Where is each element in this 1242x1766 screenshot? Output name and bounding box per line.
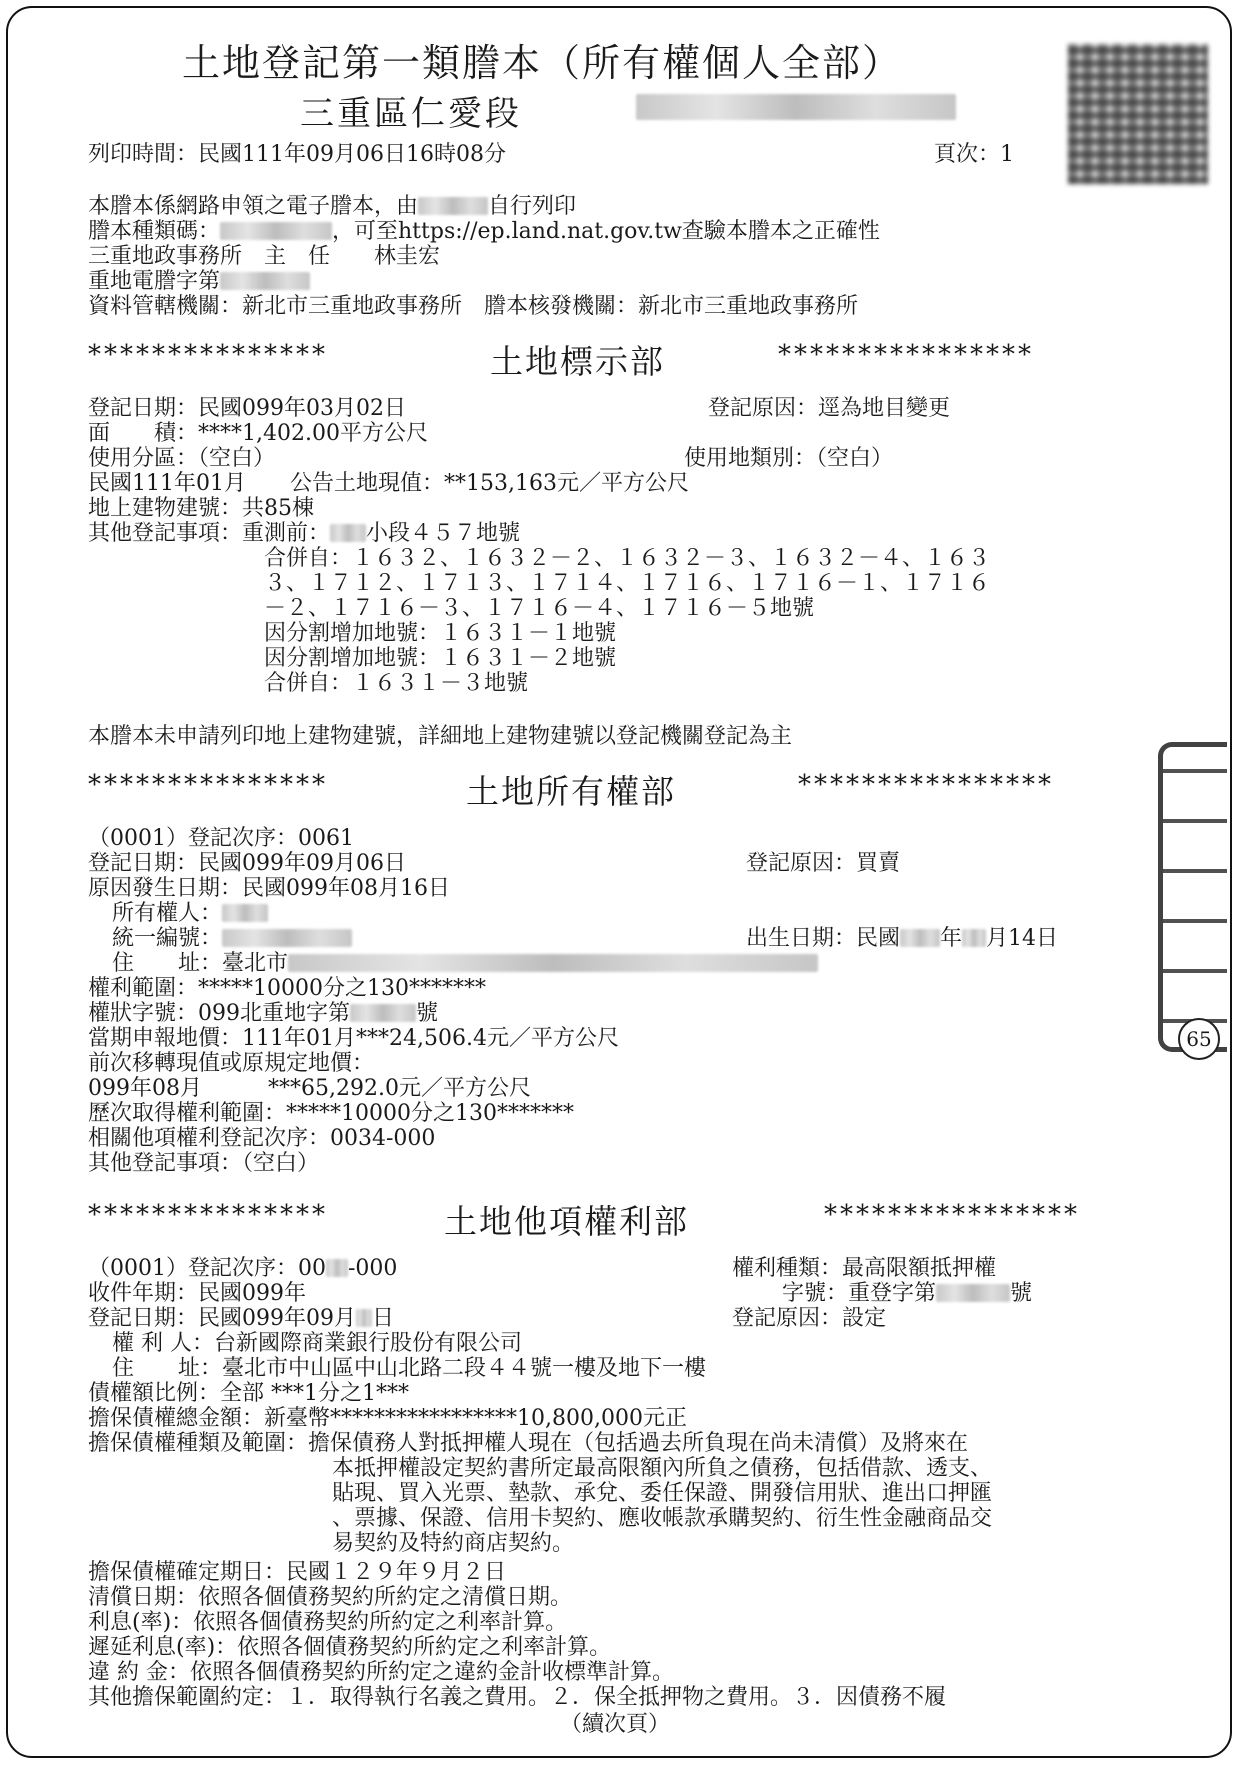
rights-seq: （0001）登記次序：00 -000 (88, 1256, 398, 1281)
rights-scope-line2: 本抵押權設定契約書所定最高限額內所負之債務，包括借款、透支、 (332, 1456, 993, 1481)
rights-doc-no: 字號：重登字第 號 (782, 1281, 1033, 1306)
section-rights-heading: 土地他項權利部 (444, 1202, 689, 1241)
owner-cert-no: 權狀字號：099北重地字第 號 (88, 1001, 439, 1026)
rights-total: 擔保債權總金額：新臺幣*****************10,800,000元正 (88, 1406, 687, 1431)
owner-reg-reason: 登記原因：買賣 (746, 851, 901, 876)
stars-left-3: *************** (88, 1200, 328, 1230)
stars-right-2: **************** (798, 770, 1054, 800)
rights-penalty: 違 約 金：依照各個債務契約所約定之違約金計收標準計算。 (88, 1660, 674, 1685)
stars-left-1: *************** (88, 340, 328, 370)
rights-scope-line5: 易契約及特約商店契約。 (332, 1531, 575, 1556)
land-merge-line4: 合併自：１６３１－３地號 (264, 671, 529, 696)
land-merge-line3: －２、１７１６－３、１７１６－４、１７１６－５地號 (264, 596, 815, 621)
rights-scope-line4: 、票據、保證、信用卡契約、應收帳款承購契約、衍生性金融商品交 (332, 1506, 993, 1531)
owner-seq: （0001）登記次序：0061 (88, 826, 354, 851)
owner-prev-value-label: 前次移轉現值或原規定地價： (88, 1051, 375, 1076)
notice-line5: 資料管轄機關：新北市三重地政事務所 謄本核發機關：新北市三重地政事務所 (88, 294, 859, 319)
owner-declared-value: 當期申報地價：111年01月***24,506.4元／平方公尺 (88, 1026, 619, 1051)
stars-right-1: **************** (778, 340, 1034, 370)
land-note: 本謄本未申請列印地上建物建號，詳細地上建物建號以登記機關登記為主 (88, 724, 793, 749)
land-merge-line1: 合併自：１６３２、１６３２－２、１６３２－３、１６３２－４、１６３ (264, 546, 991, 571)
section-owner-heading: 土地所有權部 (466, 772, 676, 811)
owner-reg-date: 登記日期：民國099年09月06日 (88, 851, 406, 876)
rights-type: 權利種類：最高限額抵押權 (732, 1256, 997, 1281)
rights-repay: 清償日期：依照各個債務契約所約定之清償日期。 (88, 1585, 573, 1610)
owner-prev-value: 099年08月 ***65,292.0元／平方公尺 (88, 1076, 531, 1101)
rights-reg-reason: 登記原因：設定 (732, 1306, 887, 1331)
qr-code (1068, 44, 1208, 184)
notice-line4: 重地電謄字第 (88, 269, 310, 294)
rights-interest: 利息(率)：依照各個債務契約所約定之利率計算。 (88, 1610, 568, 1635)
owner-id: 統一編號： (112, 926, 352, 951)
rights-ratio: 債權額比例：全部 ***1分之1*** (88, 1381, 409, 1406)
print-time: 列印時間：民國111年09月06日16時08分 (88, 142, 506, 167)
land-reg-reason: 登記原因：逕為地目變更 (708, 396, 951, 421)
section-name: 三重區仁愛段 (300, 94, 522, 134)
owner-hist-scope: 歷次取得權利範圍：*****10000分之130******* (88, 1101, 574, 1126)
continued-footer: （續次頁） (560, 1712, 671, 1737)
land-announced-value: 民國111年01月 公告土地現值：**153,163元／平方公尺 (88, 471, 689, 496)
notice-line3: 三重地政事務所 主 任 林圭宏 (88, 244, 441, 269)
rights-fix-date: 擔保債權確定期日：民國１２９年９月２日 (88, 1560, 507, 1585)
land-buildings: 地上建物建號：共85棟 (88, 496, 314, 521)
seal-number: 65 (1178, 1018, 1220, 1060)
official-seal (1158, 742, 1227, 1052)
land-area: 面 積：****1,402.00平方公尺 (88, 421, 428, 446)
rights-scope-line3: 貼現、買入光票、墊款、承兌、委任保證、開發信用狀、進出口押匯 (332, 1481, 993, 1506)
owner-address: 住 址：臺北市 (112, 951, 818, 976)
notice-line1: 本謄本係網路申領之電子謄本，由 自行列印 (88, 194, 577, 219)
rights-holder: 權 利 人：台新國際商業銀行股份有限公司 (112, 1331, 522, 1356)
land-split-line2: 因分割增加地號：１６３１－２地號 (264, 646, 617, 671)
owner-related-seq: 相關他項權利登記次序：0034-000 (88, 1126, 436, 1151)
redacted-land-number (636, 94, 956, 120)
stars-left-2: *************** (88, 770, 328, 800)
rights-late-interest: 遲延利息(率)：依照各個債務契約所約定之利率計算。 (88, 1635, 612, 1660)
land-reg-date: 登記日期：民國099年03月02日 (88, 396, 406, 421)
page-number: 頁次：1 (934, 142, 1014, 167)
land-zoning: 使用分區：（空白） (88, 446, 276, 471)
land-merge-line2: ３、１７１２、１７１３、１７１４、１７１６、１７１６－１、１７１６ (264, 571, 991, 596)
land-use-type: 使用地類別：（空白） (684, 446, 894, 471)
section-land-heading: 土地標示部 (490, 342, 665, 381)
notice-line2: 謄本種類碼： ，可至https://ep.land.nat.gov.tw查驗本謄本之正確性 (88, 219, 880, 244)
owner-other: 其他登記事項：（空白） (88, 1151, 320, 1176)
stars-right-3: **************** (824, 1200, 1080, 1230)
rights-doc-year: 收件年期：民國099年 (88, 1281, 306, 1306)
rights-holder-address: 住 址：臺北市中山區中山北路二段４４號一樓及地下一樓 (112, 1356, 707, 1381)
owner-birth-date: 出生日期：民國 年 月14日 (746, 926, 1059, 951)
owner-cause-date: 原因發生日期：民國099年08月16日 (88, 876, 450, 901)
rights-other: 其他擔保範圍約定：１．取得執行名義之費用。２．保全抵押物之費用。３．因債務不履 (88, 1685, 947, 1710)
owner-scope: 權利範圍：*****10000分之130******* (88, 976, 486, 1001)
rights-scope-line1: 擔保債權種類及範圍：擔保債務人對抵押權人現在（包括過去所負現在尚未清償）及將來在 (88, 1431, 969, 1456)
land-other-items: 其他登記事項：重測前： 小段４５７地號 (88, 521, 521, 546)
rights-reg-date: 登記日期：民國099年09月 日 (88, 1306, 395, 1331)
land-split-line1: 因分割增加地號：１６３１－１地號 (264, 621, 617, 646)
owner-name: 所有權人： (112, 901, 268, 926)
document-title: 土地登記第一類謄本（所有權個人全部） (182, 41, 903, 85)
